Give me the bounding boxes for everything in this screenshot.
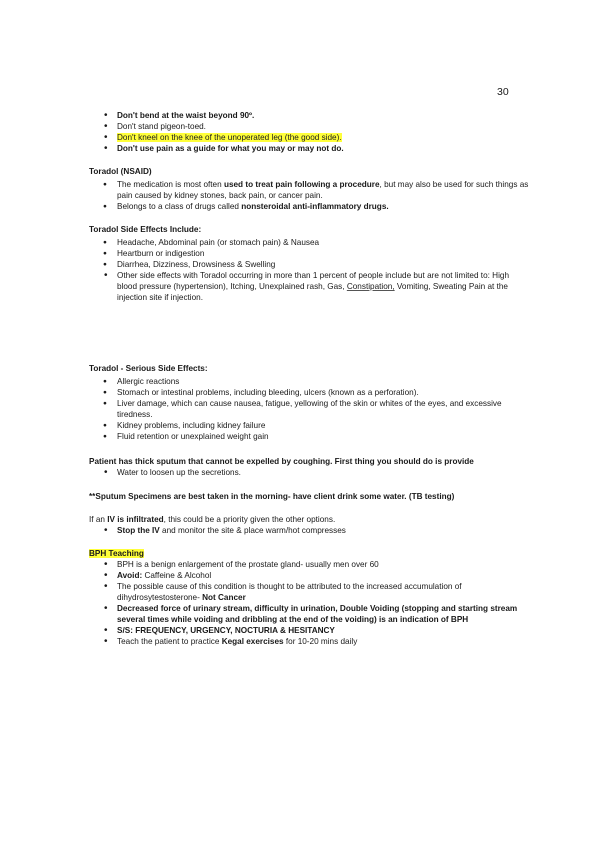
list-item: ● Heartburn or indigestion	[89, 248, 529, 259]
other-side-effects-list	[89, 270, 529, 303]
list-item: ● The medication is most often used to treat pain following a procedure, but may also be used for such things as pain caused by kidney stones, back pain, or cancer pain.	[89, 179, 529, 201]
list-item: • Teach the patient to practice Kegal exercises for 10-20 mins daily	[89, 636, 529, 647]
list-item: ● Fluid retention or unexplained weight gain	[89, 431, 529, 442]
precautions-list	[89, 110, 529, 154]
sputum-section	[89, 456, 529, 478]
section-heading: Toradol (NSAID)	[89, 167, 152, 176]
list-item: ● Kidney problems, including kidney failure	[89, 420, 529, 431]
list-item: ● Belongs to a class of drugs called nonsteroidal anti-inflammatory drugs.	[89, 201, 529, 212]
serious-side-effects-section	[89, 363, 529, 442]
toradol-section	[89, 166, 529, 212]
list-item: ● Stomach or intestinal problems, including bleeding, ulcers (known as a perforation).	[89, 387, 529, 398]
sputum-question: Patient has thick sputum that cannot be expelled by coughing. First thing you should do is provide	[89, 457, 474, 466]
sputum-list	[89, 467, 529, 478]
iv-list	[89, 525, 529, 536]
section-heading: Toradol Side Effects Include:	[89, 225, 202, 234]
list-item: • Don't bend at the waist beyond 90º.	[89, 110, 529, 121]
precautions-section	[89, 110, 529, 154]
side-effects-list	[89, 237, 529, 270]
page-number: 30	[497, 86, 509, 98]
iv-section	[89, 514, 529, 536]
section-heading: BPH Teaching	[89, 549, 144, 558]
list-item: • Don't stand pigeon-toed.	[89, 121, 529, 132]
list-item: • Water to loosen up the secretions.	[89, 467, 529, 478]
list-item: ● Allergic reactions	[89, 376, 529, 387]
list-item: • Other side effects with Toradol occurring in more than 1 percent of people include but are not limited to: High blood pressure (hypertension), Itching, Unexplained rash, Gas, Constipation, Vomiting, Sweating Pain at the injection site if injection.	[89, 270, 529, 303]
list-item: • Don't use pain as a guide for what you may or may not do.	[89, 143, 529, 154]
list-item: • The possible cause of this condition is thought to be attributed to the increased accumulation of dihydrosytestosterone- Not Cancer	[89, 581, 529, 603]
list-item: • Decreased force of urinary stream, difficulty in urination, Double Voiding (stopping and starting stream several times while voiding and dribbling at the end of the voiding) is an indication of BPH	[89, 603, 529, 625]
serious-list	[89, 376, 529, 442]
list-item: ● Headache, Abdominal pain (or stomach pain) & Nausea	[89, 237, 529, 248]
list-item: • Don't kneel on the knee of the unoperated leg (the good side).	[89, 132, 529, 143]
list-item: • Avoid: Caffeine & Alcohol	[89, 570, 529, 581]
list-item: ● Liver damage, which can cause nausea, fatigue, yellowing of the skin or whites of the eyes, and excessive tiredness.	[89, 398, 529, 420]
sputum-note: **Sputum Specimens are best taken in the morning- have client drink some water. (TB testing)	[89, 492, 455, 501]
list-item: • Stop the IV and monitor the site & place warm/hot compresses	[89, 525, 529, 536]
list-item: • BPH is a benign enlargement of the prostate gland- usually men over 60	[89, 559, 529, 570]
list-item: ● Diarrhea, Dizziness, Drowsiness & Swelling	[89, 259, 529, 270]
toradol-list	[89, 179, 529, 212]
bph-list	[89, 559, 529, 647]
iv-statement: If an IV is infiltrated, this could be a priority given the other options.	[89, 515, 336, 524]
bph-section	[89, 548, 529, 647]
section-heading: Toradol - Serious Side Effects:	[89, 364, 208, 373]
side-effects-section	[89, 224, 529, 303]
list-item: • S/S: FREQUENCY, URGENCY, NOCTURIA & HESITANCY	[89, 625, 529, 636]
